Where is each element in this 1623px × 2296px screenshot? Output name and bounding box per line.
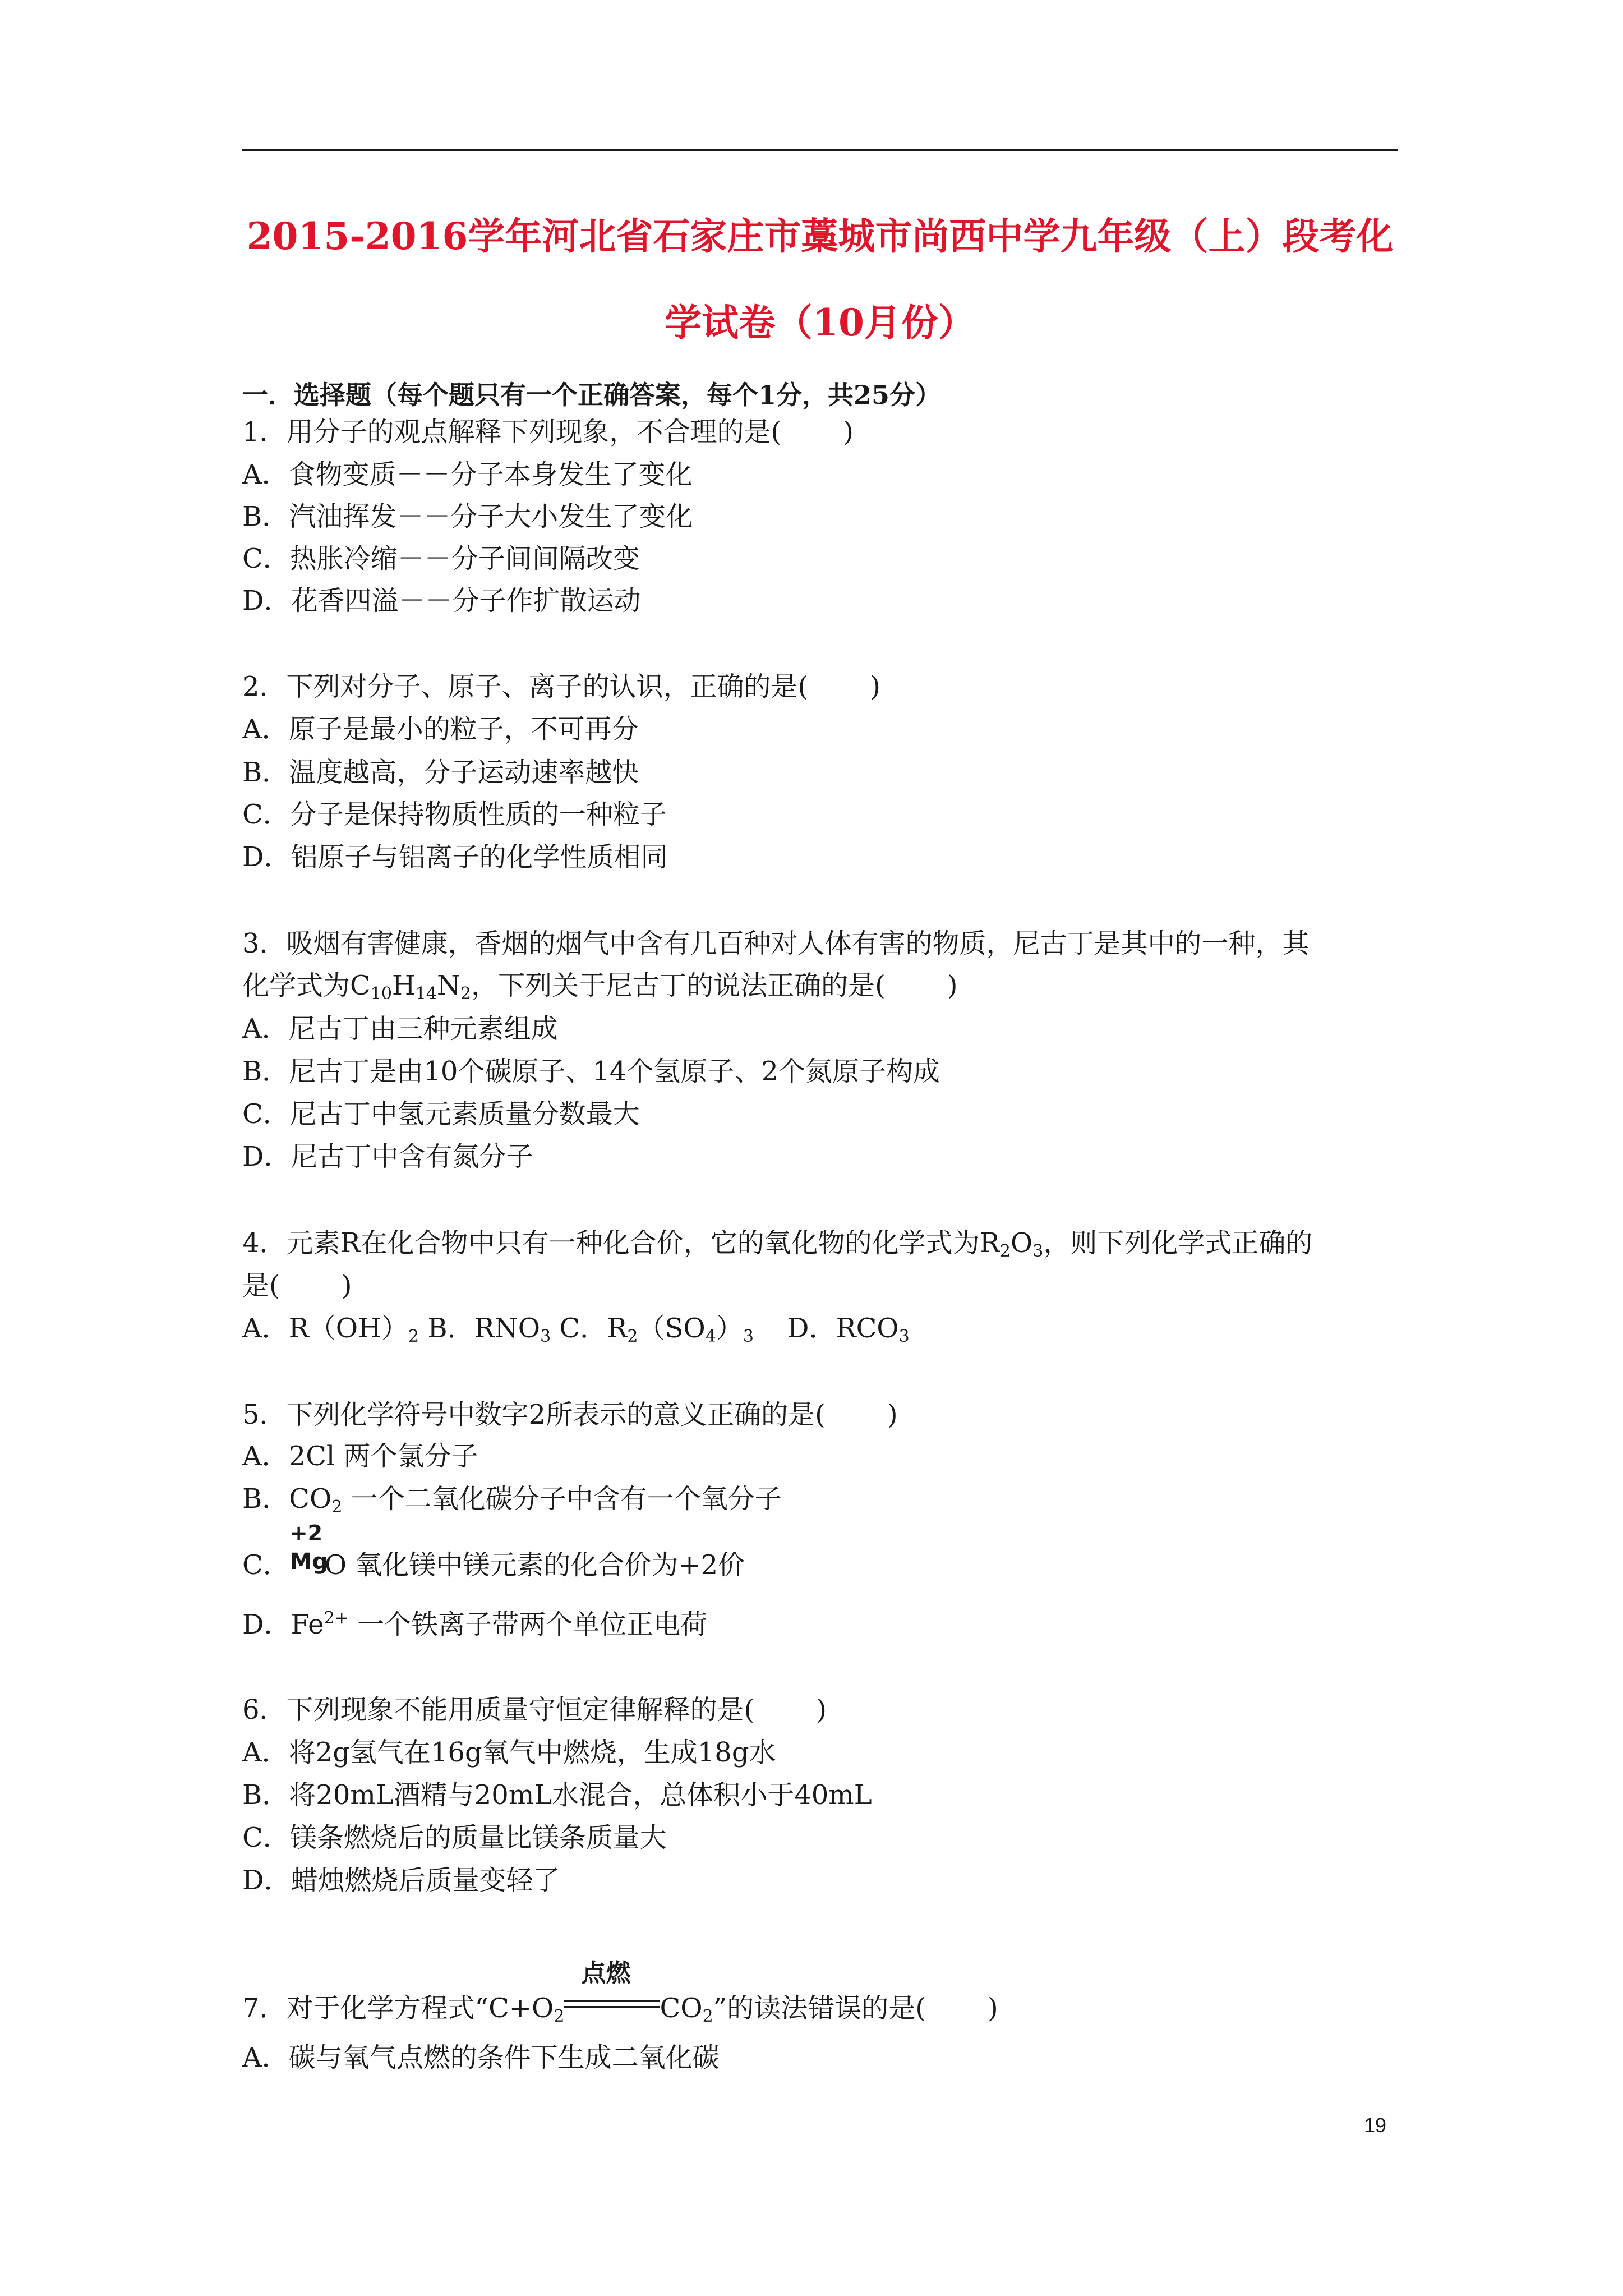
- question-3-option-b: B．尼古丁是由10个碳原子、14个氢原子、2个氮原子构成: [242, 1056, 940, 1087]
- question-7-option-a: A．碳与氧气点燃的条件下生成二氧化碳: [242, 2042, 720, 2073]
- question-5-option-b: B．$CO_2$ 一个二氧化碳分子中含有一个氧分子: [242, 1483, 782, 1517]
- question-5-stem: 5．下列化学符号中数字2所表示的意义正确的是( ): [242, 1399, 898, 1430]
- valence-symbol: +2 Mg: [289, 1521, 329, 1575]
- question-1-option-d: D．花香四溢－－分子作扩散运动: [242, 585, 641, 616]
- question-4-options: A．$R(OH)_2$ B．$RNO_3$ C．$R_2(SO_4)_3$ D．$RCO_3$: [242, 1313, 910, 1346]
- question-2-stem: 2．下列对分子、原子、离子的认识，正确的是( ): [242, 671, 881, 702]
- page-number: 19: [1364, 2114, 1387, 2137]
- question-2-option-b: B．温度越高，分子运动速率越快: [242, 757, 639, 788]
- question-4-stem-line-2: 是( ): [242, 1270, 352, 1301]
- question-6-option-a: A．将2g氢气在16g氧气中燃烧，生成18g水: [242, 1737, 776, 1768]
- question-5-option-a: A．2Cl 两个氯分子: [242, 1441, 478, 1472]
- question-5-option-c: C． +2 Mg O 氧化镁中镁元素的化合价为+2价: [242, 1521, 745, 1581]
- question-1-option-b: B．汽油挥发－－分子大小发生了变化: [242, 501, 693, 532]
- question-1-option-a: A．食物变质－－分子本身发生了变化: [242, 459, 693, 490]
- exam-title-line-1: 2015-2016学年河北省石家庄市藁城市尚西中学九年级（上）段考化: [246, 214, 1394, 258]
- question-4-stem-line-1: 4．元素R在化合物中只有一种化合价，它的氧化物的化学式为$R_2O_3$，则下列化学式正确的: [242, 1227, 1313, 1261]
- question-2-option-c: C．分子是保持物质性质的一种粒子: [242, 799, 667, 830]
- question-7-stem: 7．对于化学方程式“$C+O_2$ 点燃 $CO_2$”的读法错误的是( ): [242, 1959, 998, 2026]
- question-3-option-a: A．尼古丁由三种元素组成: [242, 1013, 558, 1045]
- question-3-option-c: C．尼古丁中氢元素质量分数最大: [242, 1098, 640, 1130]
- question-6-option-d: D．蜡烛燃烧后质量变轻了: [242, 1865, 560, 1896]
- question-1-stem: 1．用分子的观点解释下列现象，不合理的是( ): [242, 416, 854, 448]
- question-6-option-b: B．将20mL酒精与20mL水混合，总体积小于40mL: [242, 1779, 872, 1811]
- question-3-stem-line-1: 3．吸烟有害健康，香烟的烟气中含有几百种对人体有害的物质，尼古丁是其中的一种，其: [242, 928, 1310, 959]
- reaction-arrow: 点燃: [564, 1990, 660, 2017]
- question-2-option-d: D．铝原子与铝离子的化学性质相同: [242, 841, 668, 873]
- question-6-stem: 6．下列现象不能用质量守恒定律解释的是( ): [242, 1694, 827, 1726]
- question-5-option-d: D．$Fe^{2+}$ 一个铁离子带两个单位正电荷: [242, 1608, 708, 1640]
- question-6-option-c: C．镁条燃烧后的质量比镁条质量大: [242, 1822, 667, 1853]
- section-heading: 一．选择题（每个题只有一个正确答案，每个1分，共25分）: [242, 380, 942, 410]
- header-rule: [242, 149, 1398, 151]
- exam-title-line-2: 学试卷（10月份）: [665, 301, 975, 344]
- question-3-stem-line-2: 化学式为$C_{10}H_{14}N_2$，下列关于尼古丁的说法正确的是( ): [242, 970, 958, 1004]
- question-2-option-a: A．原子是最小的粒子，不可再分: [242, 714, 639, 745]
- question-3-option-d: D．尼古丁中含有氮分子: [242, 1141, 533, 1172]
- question-1-option-c: C．热胀冷缩－－分子间间隔改变: [242, 543, 640, 574]
